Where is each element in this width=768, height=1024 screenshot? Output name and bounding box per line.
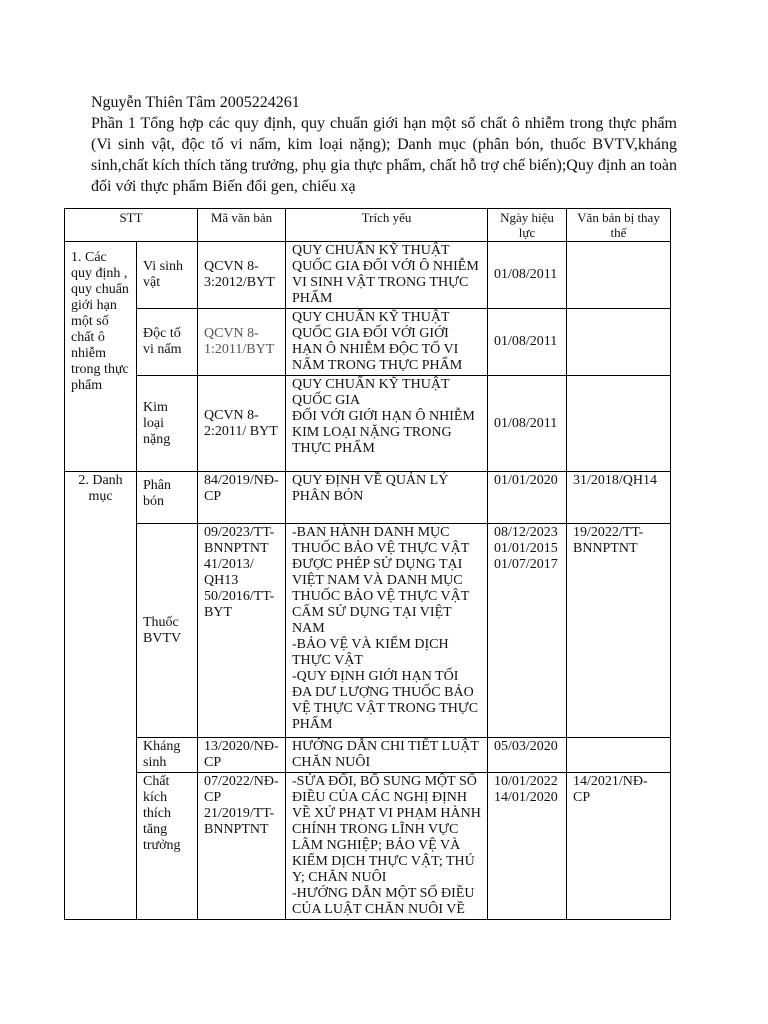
row-effective: 05/03/2020 — [488, 738, 567, 773]
table-row — [65, 524, 671, 738]
regulation-table — [64, 208, 671, 920]
row-replaced: 14/2021/NĐ-CP — [567, 773, 671, 920]
row-category: Vi sinh vật — [137, 242, 198, 309]
row-summary: -BAN HÀNH DANH MỤC THUỐC BẢO VỆ THỰC VẬT ĐƯỢC PHÉP SỬ DỤNG TẠI VIỆT NAM VÀ DANH MỤC THUỐC BẢO VỆ THỰC VẬT CẤM SỬ DỤNG TẠI VIỆT NAM -BẢO VỆ VÀ KIỂM DỊCH THỰC VẬT -QUY ĐỊNH GIỚI HẠN TỐI ĐA DƯ LƯỢNG THUỐC BẢO VỆ THỰC VẬT TRONG THỰC PHẨM — [286, 524, 488, 738]
row-replaced: 31/2018/QH14 — [567, 472, 671, 524]
row-code: 07/2022/NĐ-CP 21/2019/TT-BNNPTNT — [198, 773, 286, 920]
header-replaced: Văn bản bị thay thế — [567, 209, 671, 242]
row-summary: QUY CHUẨN KỸ THUẬT QUỐC GIA ĐỐI VỚI GIỚI HẠN Ô NHIỄM KIM LOẠI NẶNG TRONG THỰC PHẨM — [286, 376, 488, 472]
row-code: 09/2023/TT-BNNPTNT 41/2013/ QH13 50/2016/TT-BYT — [198, 524, 286, 738]
row-replaced: 19/2022/TT-BNNPTNT — [567, 524, 671, 738]
row-replaced — [567, 376, 671, 472]
row-replaced — [567, 738, 671, 773]
header-effective: Ngày hiệu lực — [488, 209, 567, 242]
author-line: Nguyễn Thiên Tâm 2005224261 — [91, 94, 300, 111]
row-summary: QUY ĐỊNH VỀ QUẢN LÝ PHÂN BÓN — [286, 472, 488, 524]
row-effective: 01/08/2011 — [488, 376, 567, 472]
row-code: 84/2019/NĐ-CP — [198, 472, 286, 524]
row-effective: 08/12/2023 01/01/2015 01/07/2017 — [488, 524, 567, 738]
document-heading — [91, 92, 677, 197]
row-category: Kim loại nặng — [137, 376, 198, 472]
table-row — [65, 738, 671, 773]
table-row — [65, 472, 671, 524]
row-replaced — [567, 242, 671, 309]
row-effective: 01/01/2020 — [488, 472, 567, 524]
table-row — [65, 242, 671, 309]
intro-paragraph: Phần 1 Tổng hợp các quy định, quy chuẩn giới hạn một số chất ô nhiễm trong thực phẩm (Vi sinh vật, độc tố vi nấm, kim loại nặng); Danh mục (phân bón, thuốc BVTV,kháng sinh,chất kích thích tăng trưởng, phụ gia thực phẩm, chất hỗ trợ chế biến);Quy định an toàn đối với thực phẩm Biến đổi gen, chiếu xạ — [91, 115, 677, 195]
row-summary: QUY CHUẨN KỸ THUẬT QUỐC GIA ĐỐI VỚI Ô NHIỄM VI SINH VẬT TRONG THỰC PHẨM — [286, 242, 488, 309]
row-effective: 01/08/2011 — [488, 242, 567, 309]
row-code: QCVN 8-2:2011/ BYT — [198, 376, 286, 472]
row-code: QCVN 8-1:2011/BYT — [198, 309, 286, 376]
row-category: Thuốc BVTV — [137, 524, 198, 738]
row-category: Kháng sinh — [137, 738, 198, 773]
row-summary: HƯỚNG DẪN CHI TIẾT LUẬT CHĂN NUÔI — [286, 738, 488, 773]
row-effective: 01/08/2011 — [488, 309, 567, 376]
row-summary: QUY CHUẨN KỸ THUẬT QUỐC GIA ĐỐI VỚI GIỚI HẠN Ô NHIỄM ĐỘC TỐ VI NẤM TRONG THỰC PHẨM — [286, 309, 488, 376]
header-stt: STT — [65, 209, 198, 242]
header-summary: Trích yếu — [286, 209, 488, 242]
table-header-row — [65, 209, 671, 242]
table-row — [65, 309, 671, 376]
header-code: Mã văn bản — [198, 209, 286, 242]
table-row — [65, 773, 671, 920]
row-replaced — [567, 309, 671, 376]
row-category: Chất kích thích tăng trưởng — [137, 773, 198, 920]
row-code: 13/2020/NĐ-CP — [198, 738, 286, 773]
group-label-catalog: 2. Danh mục — [65, 472, 137, 920]
group-label-limits: 1. Các quy định , quy chuẩn giới hạn một số chất ô nhiễm trong thực phẩm — [65, 242, 137, 472]
row-code: QCVN 8-3:2012/BYT — [198, 242, 286, 309]
row-effective: 10/01/2022 14/01/2020 — [488, 773, 567, 920]
row-category: Độc tố vi nấm — [137, 309, 198, 376]
row-summary: -SỬA ĐỔI, BỔ SUNG MỘT SỐ ĐIỀU CỦA CÁC NGHỊ ĐỊNH VỀ XỬ PHẠT VI PHẠM HÀNH CHÍNH TRONG LĨNH VỰC LÂM NGHIỆP; BẢO VỆ VÀ KIỂM DỊCH THỰC VẬT; THÚ Y; CHĂN NUÔI -HƯỚNG DẪN MỘT SỐ ĐIỀU CỦA LUẬT CHĂN NUÔI VỀ — [286, 773, 488, 920]
row-category: Phân bón — [137, 472, 198, 524]
table-row — [65, 376, 671, 472]
